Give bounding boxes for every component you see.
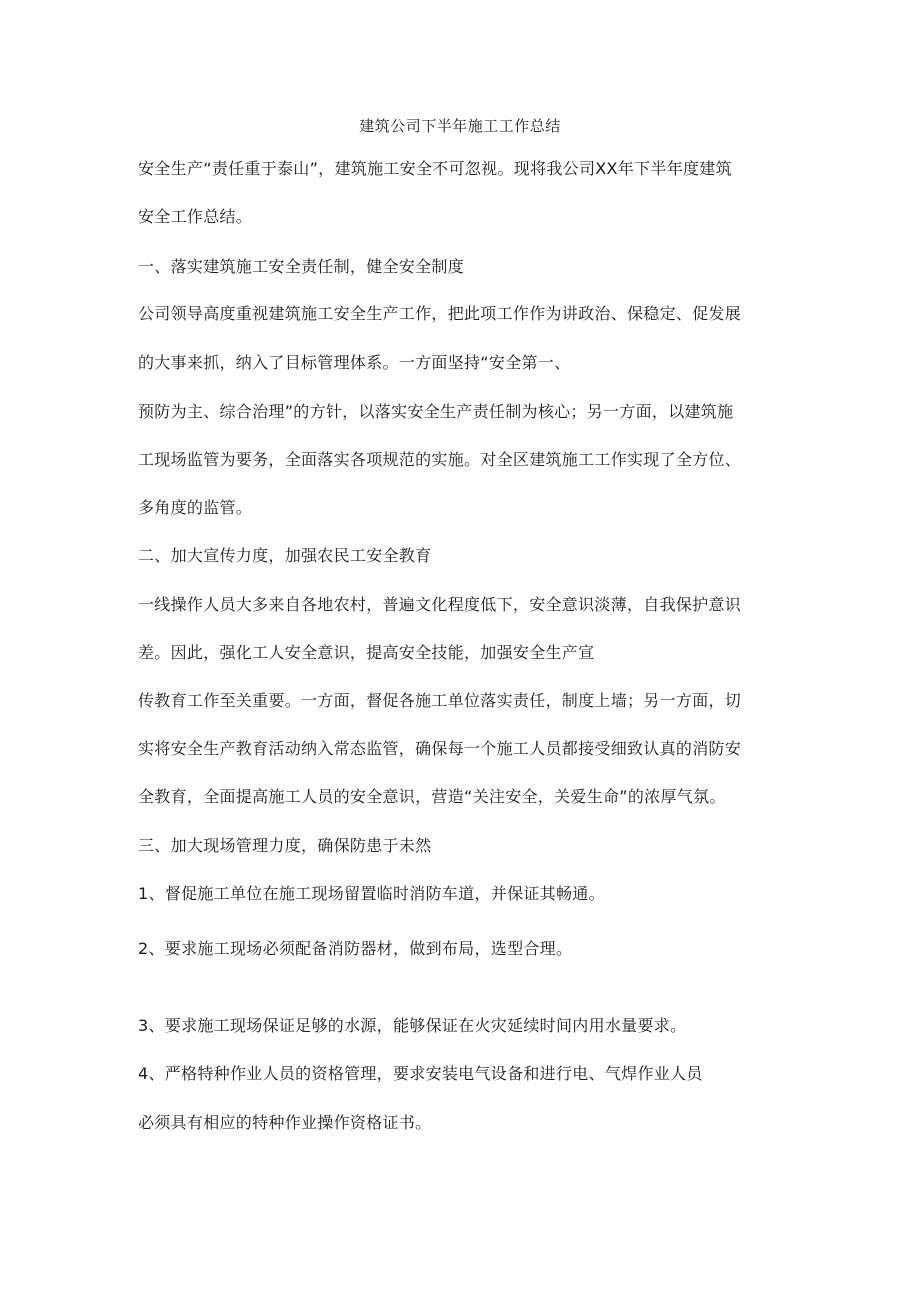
section-heading: 三、加大现场管理力度，确保防患于未然 <box>138 836 432 855</box>
list-item: 3、要求施工现场保证足够的水源，能够保证在火灾延续时间内用水量要求。 <box>138 1016 687 1035</box>
paragraph-line: 实将安全生产教育活动纳入常态监管，确保每一个施工人员都接受细致认真的消防安 <box>138 739 742 758</box>
section-heading: 二、加大宣传力度，加强农民工安全教育 <box>138 546 432 565</box>
document-title: 建筑公司下半年施工工作总结 <box>359 117 561 135</box>
paragraph-line: 全教育，全面提高施工人员的安全意识，营造“关注安全，关爱生命”的浓厚气氛。 <box>138 787 726 806</box>
paragraph-line: 必须具有相应的特种作业操作资格证书。 <box>138 1113 432 1132</box>
paragraph-line: 安全工作总结。 <box>138 207 253 226</box>
list-item: 4、严格特种作业人员的资格管理，要求安装电气设备和进行电、气焊作业人员 <box>138 1064 703 1083</box>
paragraph-line: 公司领导高度重视建筑施工安全生产工作，把此项工作作为讲政治、保稳定、促发展 <box>138 304 742 323</box>
section-heading: 一、落实建筑施工安全责任制，健全安全制度 <box>138 257 465 276</box>
paragraph-line: 传教育工作至关重要。一方面，督促各施工单位落实责任，制度上墙；另一方面，切 <box>138 691 742 710</box>
paragraph-line: 工现场监管为要务，全面落实各项规范的实施。对全区建筑施工工作实现了全方位、 <box>138 450 742 469</box>
list-item: 1、督促施工单位在施工现场留置临时消防车道，并保证其畅通。 <box>138 884 605 903</box>
paragraph-line: 一线操作人员大多来自各地农村，普遍文化程度低下，安全意识淡薄，自我保护意识 <box>138 595 742 614</box>
list-item: 2、要求施工现场必须配备消防器材，做到布局，选型合理。 <box>138 939 573 958</box>
paragraph-line: 多角度的监管。 <box>138 498 253 517</box>
paragraph-line: 的大事来抓，纳入了目标管理体系。一方面坚持“安全第一、 <box>138 353 571 372</box>
paragraph-line: 差。因此，强化工人安全意识，提高安全技能，加强安全生产宣 <box>138 643 595 662</box>
paragraph-line: 安全生产“责任重于泰山”，建筑施工安全不可忽视。现将我公司XX年下半年度建筑 <box>138 159 732 178</box>
paragraph-line: 预防为主、综合治理”的方针，以落实安全生产责任制为核心；另一方面，以建筑施 <box>138 402 734 421</box>
